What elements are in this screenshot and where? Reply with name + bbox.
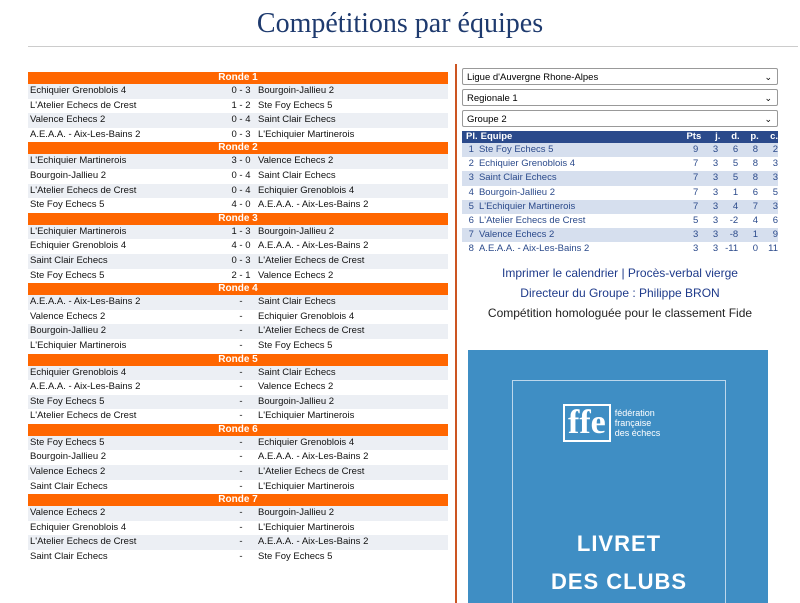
match-row[interactable] (28, 169, 448, 184)
away-team: Echiquier Grenoblois 4 (258, 310, 355, 322)
team-name: A.E.A.A. - Aix-Les-Bains 2 (478, 243, 590, 255)
match-row[interactable] (28, 450, 448, 465)
home-team: Saint Clair Echecs (30, 254, 108, 266)
match-score: 3 - 0 (231, 155, 251, 167)
home-team: Valence Echecs 2 (30, 114, 106, 126)
round-matches (28, 506, 448, 564)
header-p: p. (750, 131, 759, 142)
rank: 1 (468, 144, 474, 155)
match-score: - (239, 521, 243, 533)
match-row[interactable] (28, 295, 448, 310)
team-name: Ste Foy Echecs 5 (478, 144, 554, 155)
match-score: 0 - 3 (231, 85, 251, 96)
home-team: Ste Foy Echecs 5 (30, 395, 105, 407)
match-row[interactable] (28, 113, 448, 128)
round-header: Ronde 2 (28, 142, 448, 154)
points-against: 2 (772, 144, 779, 155)
rank: 7 (468, 229, 474, 241)
home-team: A.E.A.A. - Aix-Les-Bains 2 (30, 296, 141, 308)
match-score: 0 - 4 (231, 169, 251, 181)
team-name: Saint Clair Echecs (478, 172, 557, 184)
home-team: L'Atelier Echecs de Crest (30, 184, 137, 196)
team-name: L'Atelier Echecs de Crest (478, 214, 586, 226)
home-team: L'Echiquier Martinerois (30, 155, 127, 167)
match-row[interactable] (28, 84, 448, 99)
played: 3 (712, 200, 719, 212)
points-against: 9 (772, 229, 779, 241)
away-team: Bourgoin-Jallieu 2 (258, 395, 335, 407)
points-for: 0 (752, 243, 759, 255)
away-team: A.E.A.A. - Aix-Les-Bains 2 (258, 536, 369, 548)
match-row[interactable] (28, 465, 448, 480)
difference: 5 (732, 158, 739, 170)
match-row[interactable] (28, 535, 448, 550)
match-score: - (239, 536, 243, 548)
round-matches (28, 366, 448, 424)
home-team: Bourgoin-Jallieu 2 (30, 325, 107, 337)
home-team: Echiquier Grenoblois 4 (30, 240, 127, 252)
chevron-down-icon: ⌄ (764, 93, 772, 103)
away-team: A.E.A.A. - Aix-Les-Bains 2 (258, 240, 369, 252)
away-team: L'Echiquier Martinerois (258, 521, 355, 533)
match-row[interactable] (28, 409, 448, 424)
standings-row[interactable] (462, 200, 778, 214)
home-team: Valence Echecs 2 (30, 466, 106, 478)
proces-verbal-link[interactable]: Procès-verbal vierge (627, 265, 738, 280)
away-team: Valence Echecs 2 (258, 269, 334, 281)
points-against: 6 (772, 214, 779, 226)
points: 3 (692, 229, 699, 241)
standings-header (462, 131, 778, 143)
round-matches (28, 84, 448, 142)
points: 7 (692, 186, 699, 198)
home-team: A.E.A.A. - Aix-Les-Bains 2 (30, 128, 141, 140)
away-team: Ste Foy Echecs 5 (258, 551, 333, 563)
match-row[interactable] (28, 198, 448, 213)
away-team: Bourgoin-Jallieu 2 (258, 507, 335, 519)
header-c: c. (770, 131, 779, 142)
header-pl: Pl. (466, 131, 478, 142)
home-team: L'Atelier Echecs de Crest (30, 99, 137, 111)
round-header: Ronde 1 (28, 72, 448, 84)
points-against: 3 (772, 172, 779, 184)
match-row[interactable] (28, 380, 448, 395)
played: 3 (712, 186, 719, 198)
division-select[interactable] (462, 89, 778, 106)
match-score: 0 - 3 (231, 128, 251, 140)
home-team: A.E.A.A. - Aix-Les-Bains 2 (30, 381, 141, 393)
match-row[interactable] (28, 99, 448, 114)
title-divider (28, 46, 798, 47)
team-name: L'Echiquier Martinerois (478, 200, 576, 212)
match-row[interactable] (28, 395, 448, 410)
difference: -11 (725, 243, 739, 255)
difference: -2 (729, 214, 739, 226)
points-against: 3 (772, 158, 779, 170)
played: 3 (712, 172, 719, 184)
division-select-value: Regionale 1 (467, 93, 518, 104)
groupe-select-value: Groupe 2 (467, 114, 507, 125)
match-score: - (239, 296, 243, 308)
round-header: Ronde 6 (28, 424, 448, 436)
away-team: A.E.A.A. - Aix-Les-Bains 2 (258, 199, 369, 211)
rank: 5 (468, 200, 474, 212)
match-row[interactable] (28, 269, 448, 284)
match-score: - (239, 381, 243, 393)
away-team: L'Atelier Echecs de Crest (258, 325, 365, 337)
home-team: Bourgoin-Jallieu 2 (30, 169, 107, 181)
match-score: - (239, 410, 243, 422)
header-j: j. (715, 131, 721, 142)
points-against: 5 (772, 186, 779, 198)
round-matches (28, 225, 448, 283)
groupe-select[interactable] (462, 110, 778, 127)
away-team: Saint Clair Echecs (258, 169, 336, 181)
match-score: - (239, 339, 243, 351)
header-d: d. (731, 131, 740, 142)
home-team: Echiquier Grenoblois 4 (30, 85, 127, 96)
match-score: - (239, 310, 243, 322)
home-team: Echiquier Grenoblois 4 (30, 521, 127, 533)
livret-des-clubs-banner[interactable] (468, 350, 768, 603)
match-score: 4 - 0 (231, 199, 251, 211)
difference: 4 (732, 200, 739, 212)
points-against: 3 (772, 200, 779, 212)
home-team: Echiquier Grenoblois 4 (30, 366, 127, 378)
away-team: L'Atelier Echecs de Crest (258, 466, 365, 478)
header-pts: Pts (686, 131, 702, 142)
match-score: 2 - 1 (231, 269, 251, 281)
away-team: A.E.A.A. - Aix-Les-Bains 2 (258, 451, 369, 463)
points-for: 1 (752, 229, 759, 241)
points-for: 6 (752, 186, 759, 198)
away-team: Valence Echecs 2 (258, 381, 334, 393)
ligue-select-value: Ligue d'Auvergne Rhone-Alpes (467, 72, 599, 83)
banner-frame (512, 380, 726, 603)
home-team: L'Echiquier Martinerois (30, 339, 127, 351)
rank: 3 (468, 172, 474, 184)
points-for: 8 (752, 158, 759, 170)
standings-row[interactable] (462, 143, 778, 157)
home-team: Saint Clair Echecs (30, 480, 108, 492)
banner-title-line1: LIVRET (576, 531, 662, 556)
away-team: Bourgoin-Jallieu 2 (258, 85, 335, 96)
match-row[interactable] (28, 225, 448, 240)
round-matches (28, 154, 448, 212)
ligue-select[interactable] (462, 68, 778, 85)
rounds-table (28, 72, 448, 565)
played: 3 (712, 243, 719, 255)
match-score: - (239, 480, 243, 492)
match-score: 0 - 3 (231, 254, 251, 266)
banner-title-line2: DES CLUBS (550, 569, 688, 594)
standings-row[interactable] (462, 228, 778, 242)
match-row[interactable] (28, 506, 448, 521)
group-director-link[interactable]: Directeur du Groupe : Philippe BRON (520, 285, 720, 300)
away-team: L'Echiquier Martinerois (258, 480, 355, 492)
points: 3 (692, 243, 699, 255)
match-score: - (239, 436, 243, 448)
rank: 2 (468, 158, 474, 170)
home-team: L'Atelier Echecs de Crest (30, 410, 137, 422)
difference: -8 (729, 229, 739, 241)
standings-row[interactable] (462, 214, 778, 228)
away-team: L'Echiquier Martinerois (258, 128, 355, 140)
match-row[interactable] (28, 154, 448, 169)
played: 3 (712, 158, 719, 170)
ffe-logo (563, 404, 660, 442)
chevron-down-icon: ⌄ (764, 72, 772, 82)
points: 5 (692, 214, 699, 226)
away-team: L'Echiquier Martinerois (258, 410, 355, 422)
points: 7 (692, 200, 699, 212)
home-team: Saint Clair Echecs (30, 551, 108, 563)
match-score: - (239, 551, 243, 563)
round-header: Ronde 4 (28, 283, 448, 295)
home-team: L'Echiquier Martinerois (30, 225, 127, 237)
right-panel (462, 68, 778, 323)
played: 3 (712, 229, 719, 241)
home-team: Bourgoin-Jallieu 2 (30, 451, 107, 463)
match-score: 1 - 2 (231, 99, 251, 111)
rank: 8 (468, 243, 474, 255)
match-score: - (239, 366, 243, 378)
away-team: Saint Clair Echecs (258, 114, 336, 126)
print-calendar-link[interactable]: Imprimer le calendrier (502, 265, 619, 280)
difference: 5 (732, 172, 739, 184)
away-team: L'Atelier Echecs de Crest (258, 254, 365, 266)
difference: 6 (732, 144, 739, 155)
home-team: Ste Foy Echecs 5 (30, 269, 105, 281)
ffe-logo-line2: française (614, 418, 652, 428)
home-team: Valence Echecs 2 (30, 507, 106, 519)
home-team: Ste Foy Echecs 5 (30, 199, 105, 211)
match-score: - (239, 325, 243, 337)
match-row[interactable] (28, 521, 448, 536)
ffe-logo-text (615, 408, 661, 438)
away-team: Ste Foy Echecs 5 (258, 339, 333, 351)
points: 7 (692, 158, 699, 170)
match-score: 0 - 4 (231, 184, 251, 196)
ffe-logo-mark: ffe (563, 404, 611, 442)
team-name: Valence Echecs 2 (478, 229, 555, 241)
away-team: Valence Echecs 2 (258, 155, 334, 167)
match-score: 4 - 0 (231, 240, 251, 252)
match-row[interactable] (28, 366, 448, 381)
difference: 1 (732, 186, 739, 198)
match-row[interactable] (28, 324, 448, 339)
away-team: Saint Clair Echecs (258, 366, 336, 378)
home-team: L'Atelier Echecs de Crest (30, 536, 137, 548)
team-name: Bourgoin-Jallieu 2 (478, 186, 556, 198)
match-row[interactable] (28, 239, 448, 254)
match-row[interactable] (28, 480, 448, 495)
points: 7 (692, 172, 699, 184)
away-team: Bourgoin-Jallieu 2 (258, 225, 335, 237)
points-for: 7 (752, 200, 759, 212)
match-row[interactable] (28, 254, 448, 269)
round-header: Ronde 3 (28, 213, 448, 225)
points-for: 8 (752, 172, 759, 184)
match-row[interactable] (28, 550, 448, 565)
standings-row[interactable] (462, 171, 778, 185)
away-team: Saint Clair Echecs (258, 296, 336, 308)
round-matches (28, 436, 448, 494)
points-for: 8 (752, 144, 759, 155)
round-matches (28, 295, 448, 353)
standings-table (462, 131, 778, 257)
homologation-note: Compétition homologuée pour le classement Fide (487, 305, 753, 320)
points-for: 4 (752, 214, 759, 226)
standings-row[interactable] (462, 157, 778, 171)
match-score: 0 - 4 (231, 114, 251, 126)
round-header: Ronde 5 (28, 354, 448, 366)
away-team: Ste Foy Echecs 5 (258, 99, 333, 111)
away-team: Echiquier Grenoblois 4 (258, 436, 355, 448)
match-score: - (239, 451, 243, 463)
match-row[interactable] (28, 128, 448, 143)
played: 3 (712, 214, 719, 226)
match-row[interactable] (28, 184, 448, 199)
page-title: Compétitions par équipes (256, 8, 544, 39)
standings-row[interactable] (462, 242, 778, 256)
rank: 6 (468, 214, 474, 226)
match-row[interactable] (28, 310, 448, 325)
match-score: - (239, 395, 243, 407)
points: 9 (692, 144, 699, 155)
header-team: Equipe (480, 131, 513, 142)
ffe-logo-line3: des échecs (614, 428, 661, 438)
column-divider (455, 64, 457, 603)
match-score: 1 - 3 (231, 225, 251, 237)
match-score: - (239, 507, 243, 519)
rank: 4 (468, 186, 474, 198)
away-team: Echiquier Grenoblois 4 (258, 184, 355, 196)
chevron-down-icon: ⌄ (764, 114, 772, 124)
match-row[interactable] (28, 436, 448, 451)
ffe-logo-line1: fédération (614, 408, 655, 418)
played: 3 (712, 144, 719, 155)
round-header: Ronde 7 (28, 494, 448, 506)
home-team: Valence Echecs 2 (30, 310, 106, 322)
team-name: Echiquier Grenoblois 4 (478, 158, 576, 170)
points-against: 11 (768, 243, 779, 255)
home-team: Ste Foy Echecs 5 (30, 436, 105, 448)
match-score: - (239, 466, 243, 478)
group-links (462, 263, 778, 323)
match-row[interactable] (28, 339, 448, 354)
link-separator: | (621, 265, 625, 280)
standings-row[interactable] (462, 186, 778, 200)
